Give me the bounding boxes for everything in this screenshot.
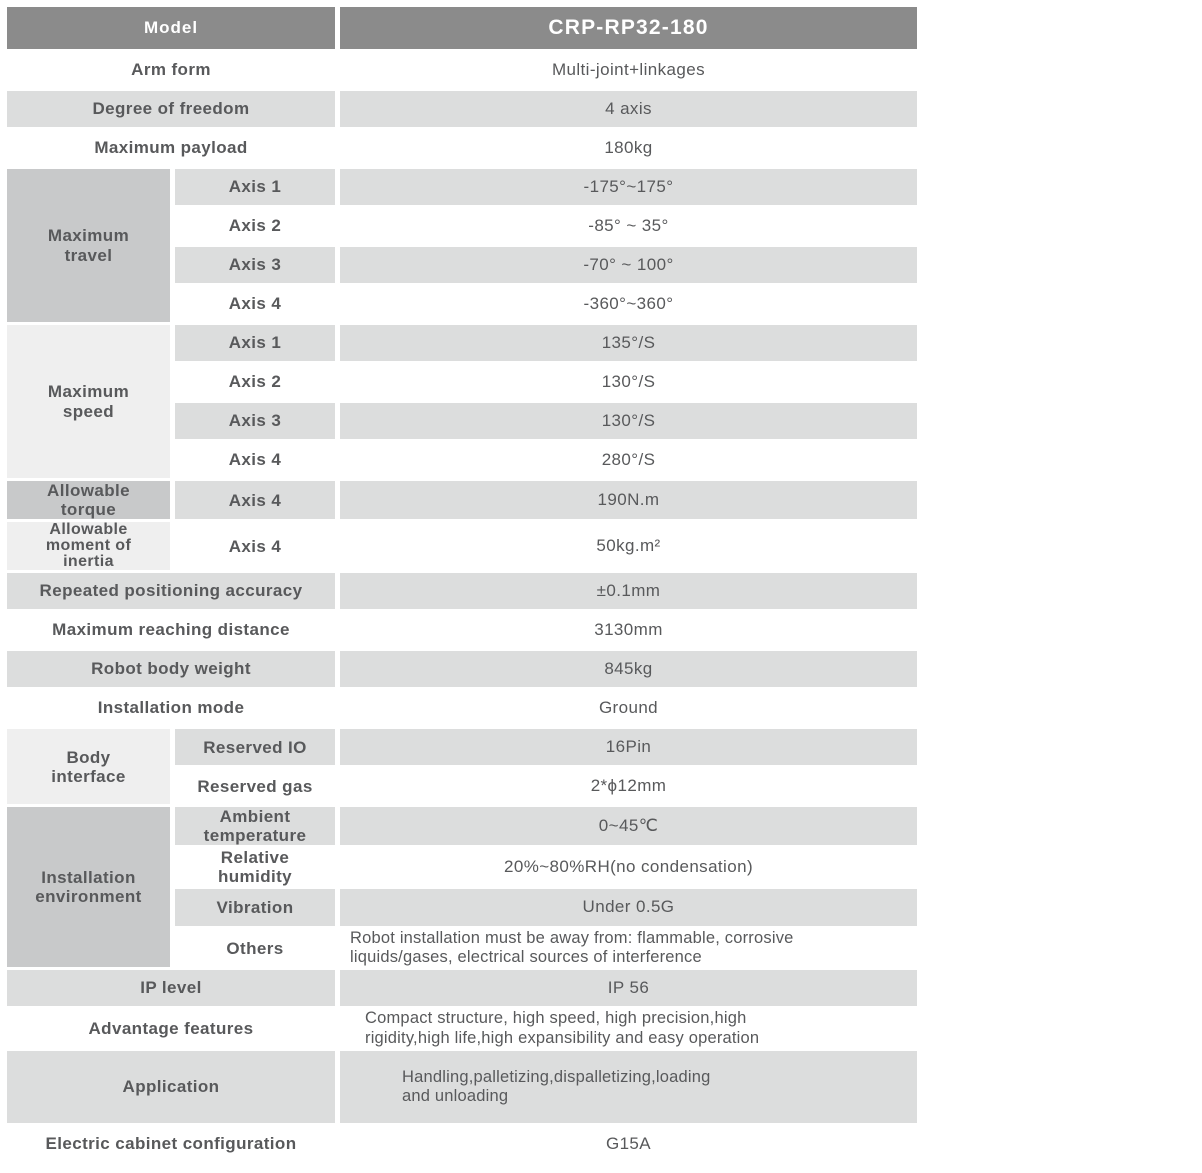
row-label: Axis 2 [175,364,335,400]
row-label: Others [175,929,335,967]
row-travel-axis-1 [175,169,917,205]
row-value: 130°/S [340,364,917,400]
row-maximum-payload [7,130,917,166]
row-value: 135°/S [340,325,917,361]
group-installation-environment [7,807,917,967]
spec-table [7,7,917,1162]
row-label: Axis 1 [175,325,335,361]
row-label: Maximum payload [7,130,335,166]
group-allowable-torque [7,481,917,519]
row-others [175,929,917,967]
row-value-text: Robot installation must be away from: flammable, corrosive liquids/gases, electrical sources of interference [350,928,794,967]
group-rows [175,807,917,967]
row-label: Vibration [175,889,335,927]
group-allowable-moment-of-inertia [7,522,917,570]
row-value-text: Compact structure, high speed, high precision,high rigidity,high life,high expansibility and easy operation [365,1009,760,1047]
row-value [340,1051,917,1123]
group-label: Maximum travel [7,169,170,322]
row-value: -175°~175° [340,169,917,205]
row-label: Application [7,1051,335,1123]
row-value: 50kg.m² [340,522,917,570]
row-robot-body-weight [7,651,917,687]
row-value: 16Pin [340,729,917,765]
row-label: Ambient temperature [175,807,335,845]
row-value: -85° ~ 35° [340,208,917,244]
row-application [7,1051,917,1123]
row-value: IP 56 [340,970,917,1006]
row-speed-axis-1 [175,325,917,361]
group-maximum-speed [7,325,917,478]
row-value-text: Handling,palletizing,dispalletizing,loading and unloading [402,1067,711,1106]
row-value: 0~45℃ [340,807,917,845]
row-reserved-io [175,729,917,765]
row-label: Axis 3 [175,403,335,439]
row-value: G15A [340,1126,917,1162]
row-label: Installation mode [7,690,335,726]
row-repeated-positioning-accuracy [7,573,917,609]
group-label: Installation environment [7,807,170,967]
model-header-value: CRP-RP32-180 [340,7,917,49]
row-label: Axis 4 [175,286,335,322]
row-installation-mode [7,690,917,726]
row-travel-axis-3 [175,247,917,283]
row-value: 4 axis [340,91,917,127]
row-label: Axis 4 [175,522,335,570]
row-speed-axis-3 [175,403,917,439]
group-label: Maximum speed [7,325,170,478]
row-value: 3130mm [340,612,917,648]
row-label: Reserved IO [175,729,335,765]
row-value: 845kg [340,651,917,687]
row-travel-axis-2 [175,208,917,244]
row-label: Electric cabinet configuration [7,1126,335,1162]
row-maximum-reaching-distance [7,612,917,648]
group-rows [175,481,917,519]
row-value: 20%~80%RH(no condensation) [340,848,917,886]
row-value: -70° ~ 100° [340,247,917,283]
row-label: Axis 4 [175,442,335,478]
group-body-interface [7,729,917,804]
row-value: Under 0.5G [340,889,917,927]
row-label: Axis 2 [175,208,335,244]
row-label: Reserved gas [175,768,335,804]
row-label: Maximum reaching distance [7,612,335,648]
row-label: Axis 3 [175,247,335,283]
group-rows [175,169,917,322]
row-arm-form [7,52,917,88]
row-torque-axis-4 [175,481,917,519]
row-speed-axis-4 [175,442,917,478]
row-label: Axis 4 [175,481,335,519]
row-value [340,929,917,967]
row-value: -360°~360° [340,286,917,322]
row-advantage-features [7,1009,917,1048]
row-value: ±0.1mm [340,573,917,609]
row-value: Multi-joint+linkages [340,52,917,88]
row-vibration [175,889,917,927]
group-label: Allowable torque [7,481,170,519]
header-row [7,7,917,49]
row-label: Relative humidity [175,848,335,886]
row-label: IP level [7,970,335,1006]
group-maximum-travel [7,169,917,322]
row-label: Arm form [7,52,335,88]
group-label: Body interface [7,729,170,804]
row-value: 190N.m [340,481,917,519]
row-value: 280°/S [340,442,917,478]
row-speed-axis-2 [175,364,917,400]
row-value [340,1009,917,1048]
row-label: Repeated positioning accuracy [7,573,335,609]
row-label: Degree of freedom [7,91,335,127]
row-ambient-temperature [175,807,917,845]
row-value: Ground [340,690,917,726]
group-rows [175,729,917,804]
row-value: 130°/S [340,403,917,439]
group-label: Allowable moment of inertia [7,522,170,570]
row-travel-axis-4 [175,286,917,322]
row-ip-level [7,970,917,1006]
group-rows [175,522,917,570]
row-label: Axis 1 [175,169,335,205]
row-degree-of-freedom [7,91,917,127]
row-relative-humidity [175,848,917,886]
group-rows [175,325,917,478]
row-value: 180kg [340,130,917,166]
row-label: Robot body weight [7,651,335,687]
row-inertia-axis-4 [175,522,917,570]
row-reserved-gas [175,768,917,804]
row-value: 2*ϕ12mm [340,768,917,804]
row-label: Advantage features [7,1009,335,1048]
model-header-label: Model [7,7,335,49]
row-electric-cabinet-configuration [7,1126,917,1162]
